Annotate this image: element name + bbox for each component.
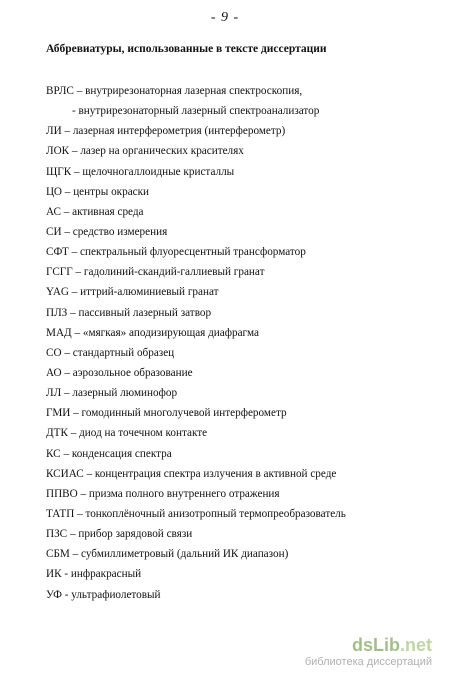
abbreviation-entry: ЛЛ – лазерный люминофор: [46, 387, 178, 400]
abbreviation-entry: ЛИ – лазерная интерферометрия (интерферометр): [46, 125, 286, 138]
abbreviation-entry: ППВО – призма полного внутреннего отражения: [46, 487, 280, 500]
abbreviation-entry: АО – аэрозольное образование: [46, 366, 193, 379]
abbreviation-entry: СИ – средство измерения: [46, 225, 168, 238]
abbreviation-entry: ГСГГ – гадолиний-скандий-галлиевый гранат: [46, 266, 265, 279]
abbreviation-entry: ПЛЗ – пассивный лазерный затвор: [46, 306, 212, 319]
page-number: - 9 -: [210, 10, 240, 25]
abbreviation-list: [46, 83, 426, 607]
abbreviation-entry: ГМИ – гомодинный многолучевой интерферометр: [46, 407, 287, 420]
abbreviation-entry: ТАТП – тонкоплёночный анизотропный термопреобразователь: [46, 507, 346, 520]
abbreviation-entry: ИК - инфракрасный: [46, 568, 142, 581]
abbreviation-entry: ЩГК – щелочногаллоидные кристаллы: [46, 165, 235, 178]
abbreviation-entry: МАД – «мягкая» аподизирующая диафрагма: [46, 326, 259, 339]
abbreviation-entry: ЦО – центры окраски: [46, 185, 150, 198]
abbreviation-entry: СБМ – субмиллиметровый (дальний ИК диапазон): [46, 548, 289, 561]
abbreviation-entry: КСИАС – концентрация спектра излучения в активной среде: [46, 467, 337, 480]
abbreviation-entry: КС – конденсация спектра: [46, 447, 172, 460]
abbreviation-entry: ВРЛС – внутрирезонаторная лазерная спектроскопия,: [46, 85, 303, 97]
watermark-logo: [305, 635, 432, 655]
abbreviation-entry: СО – стандартный образец: [46, 346, 175, 359]
watermark-logo-tld: .net: [399, 635, 432, 655]
abbreviation-entry: ПЗС – прибор зарядовой связи: [46, 528, 193, 541]
abbreviation-entry: ЛОК – лазер на органических красителях: [46, 145, 244, 158]
abbreviation-entry: УФ - ультрафиолетовый: [46, 588, 161, 601]
abbreviation-entry-continuation: - внутрирезонаторный лазерный спектроанализатор: [72, 105, 320, 118]
abbreviation-entry: СФТ – спектральный флуоресцентный трансформатор: [46, 246, 306, 259]
watermark-subtitle: библиотека диссертаций: [304, 656, 432, 668]
watermark-logo-main: dsLib: [351, 635, 400, 655]
page-heading: Аббревиатуры, использованные в тексте диссертации: [46, 43, 327, 55]
abbreviation-entry: АС – активная среда: [46, 205, 144, 218]
abbreviation-entry: ДТК – диод на точечном контакте: [46, 427, 208, 440]
abbreviation-entry: YAG – иттрий-алюминиевый гранат: [46, 286, 219, 299]
watermark: [305, 635, 432, 668]
